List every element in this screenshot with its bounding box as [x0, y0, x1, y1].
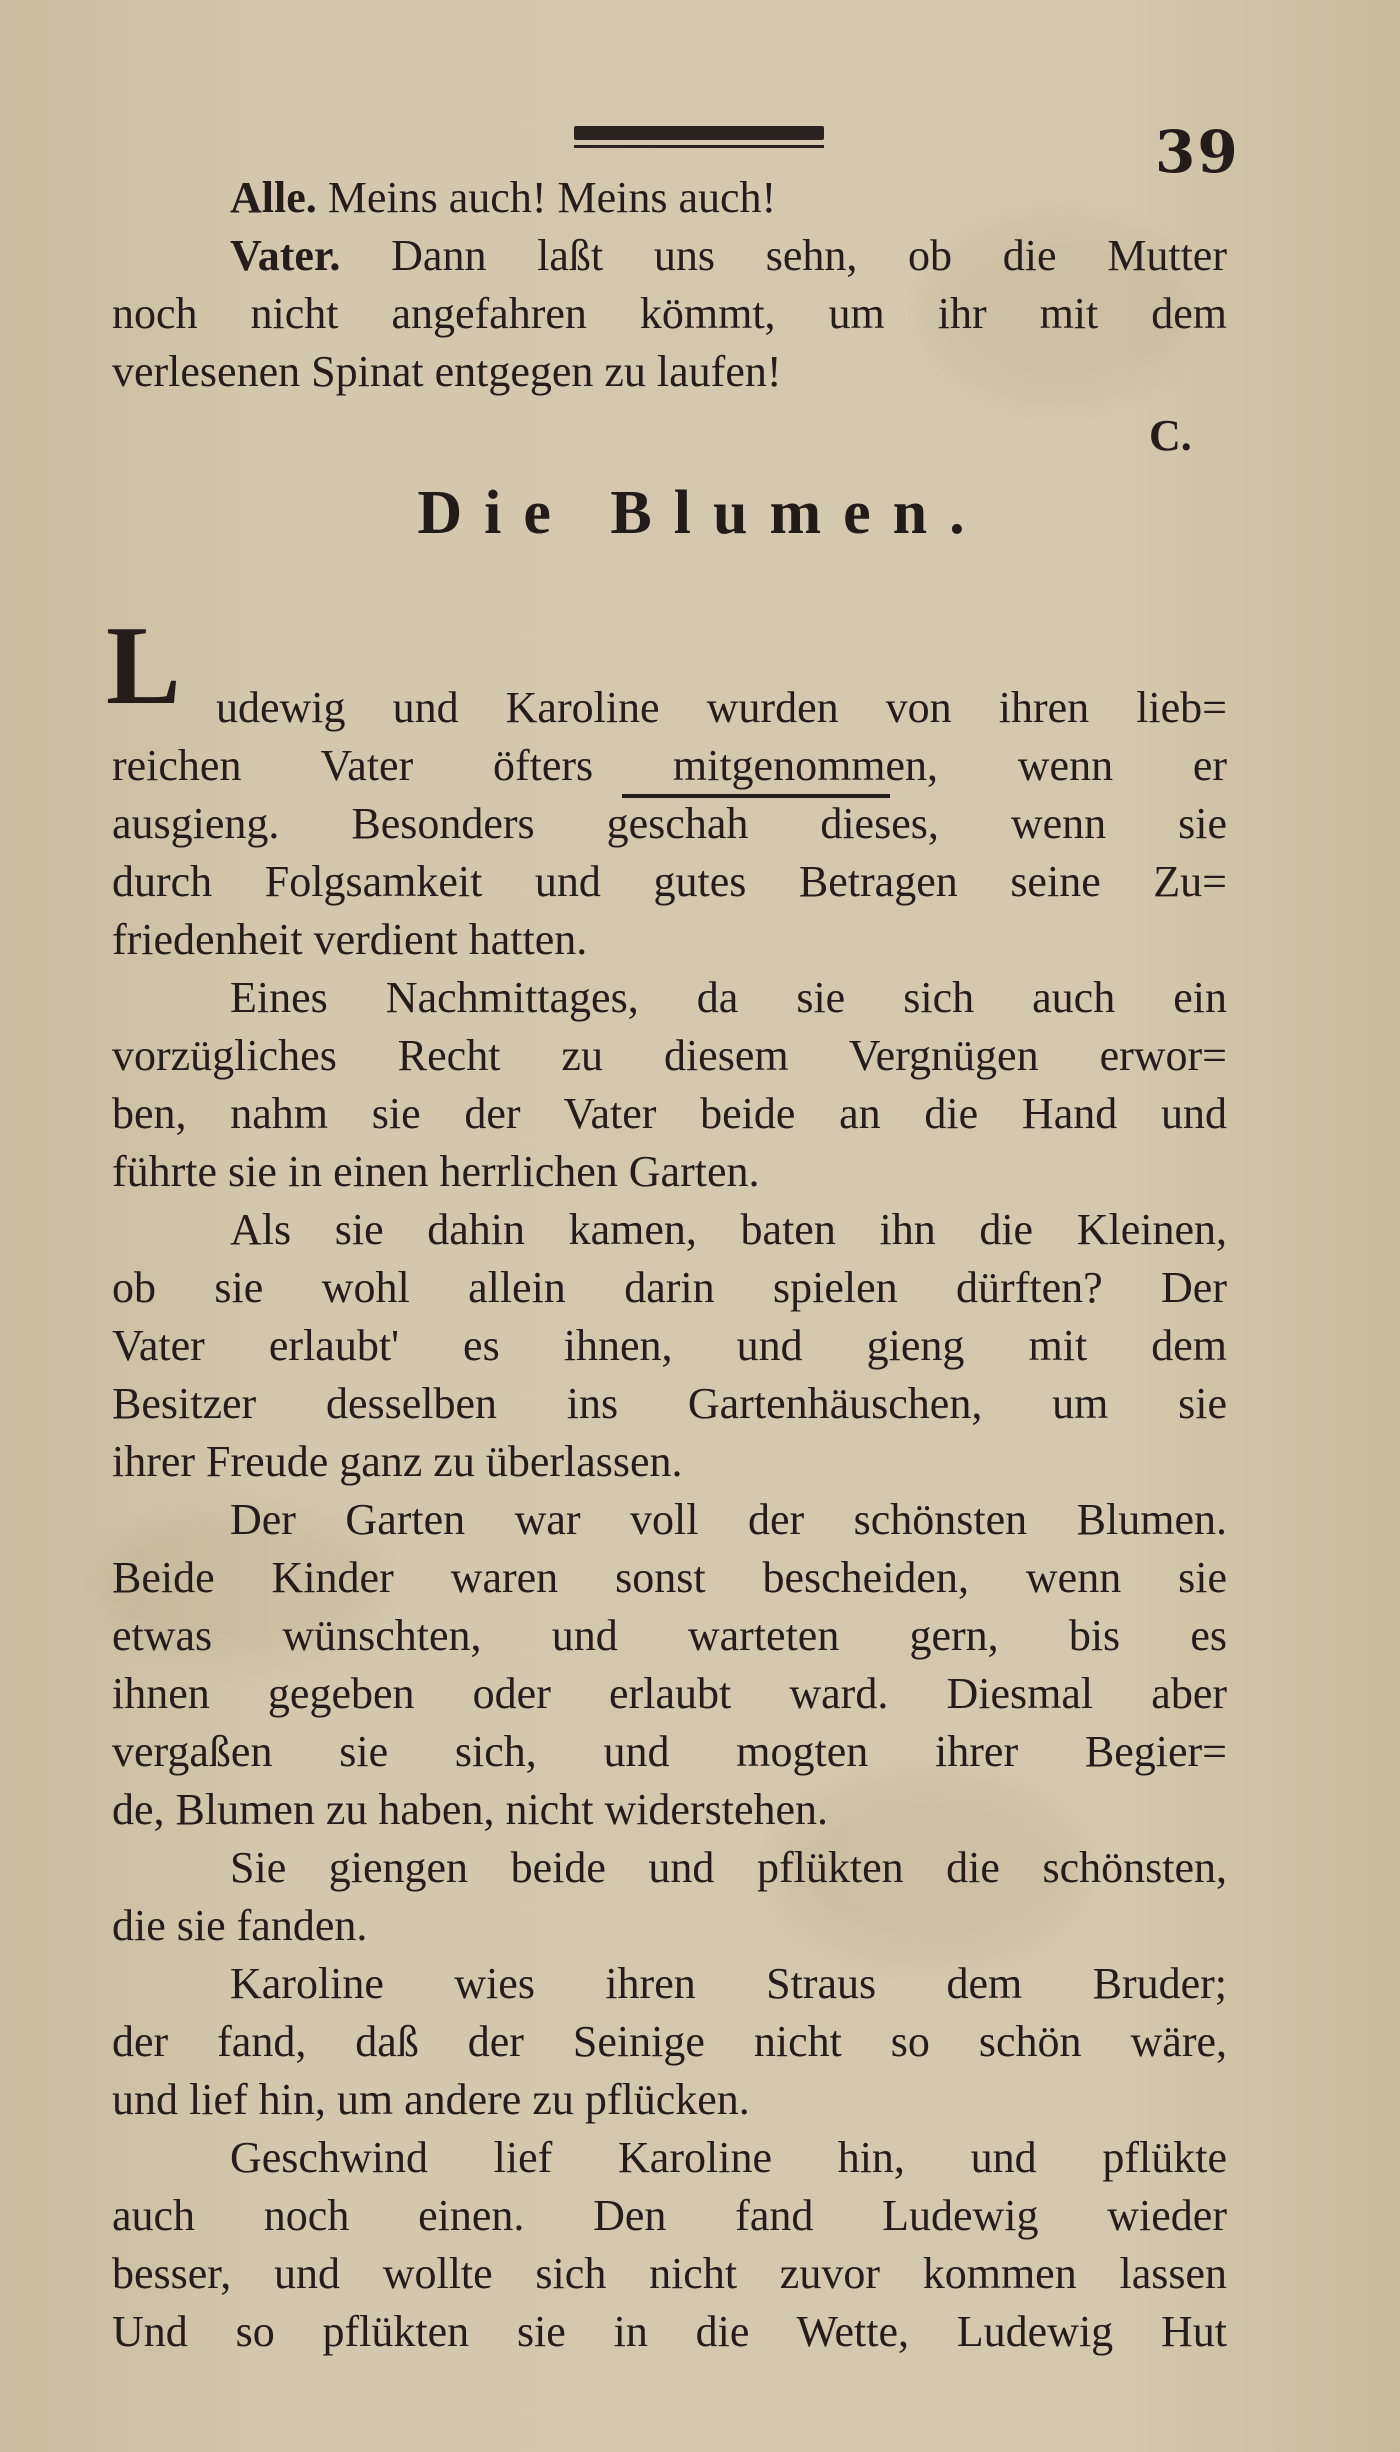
speaker-vater: Vater.: [230, 231, 341, 280]
text-line: Beide Kinder waren sonst bescheiden, wenn sie: [112, 1553, 1227, 1602]
text-line: friedenheit verdient hatten.: [112, 915, 588, 964]
text-line: und lief hin, um andere zu pflücken.: [112, 2075, 750, 2124]
speaker-alle: Alle.: [230, 173, 317, 222]
dialogue-line-2: [112, 230, 1227, 281]
text-line: vergaßen sie sich, und mogten ihrer Begier=: [112, 1727, 1227, 1776]
dialogue-continuation-line-2: verlesenen Spinat entgegen zu laufen!: [112, 347, 782, 396]
text-line: der fand, daß der Seinige nicht so schön wäre,: [112, 2017, 1227, 2066]
text-line: besser, und wollte sich nicht zuvor kommen lassen: [112, 2249, 1227, 2298]
drop-cap: L: [106, 604, 181, 728]
text-line: Eines Nachmittages, da sie sich auch ein: [230, 973, 1227, 1022]
text-line: durch Folgsamkeit und gutes Betragen seine Zu=: [112, 857, 1227, 906]
dialogue-line-1: [112, 172, 776, 223]
text-line: die sie fanden.: [112, 1901, 368, 1950]
signature-mark: C.: [1149, 411, 1192, 460]
text-line: reichen Vater öfters mitgenommen, wenn er: [112, 741, 1227, 790]
text-line: de, Blumen zu haben, nicht widerstehen.: [112, 1785, 829, 1834]
text-line: führte sie in einen herrlichen Garten.: [112, 1147, 760, 1196]
dialogue-text: Meins auch! Meins auch!: [327, 173, 777, 222]
text-line: Geschwind lief Karoline hin, und pflükte: [230, 2133, 1227, 2182]
text-line: Als sie dahin kamen, baten ihn die Kleinen,: [230, 1205, 1227, 1254]
text-line: ihnen gegeben oder erlaubt ward. Diesmal aber: [112, 1669, 1227, 1718]
text-line: udewig und Karoline wurden von ihren lieb=: [216, 683, 1227, 732]
text-line: Sie giengen beide und pflükten die schönsten,: [230, 1843, 1227, 1892]
dialogue-continuation-line-1: noch nicht angefahren kömmt, um ihr mit dem: [112, 289, 1227, 338]
text-line: Und so pflükten sie in die Wette, Ludewig Hut: [112, 2307, 1227, 2356]
page-number: 39: [1155, 118, 1240, 186]
text-line: vorzügliches Recht zu diesem Vergnügen erwor=: [112, 1031, 1227, 1080]
text-line: Karoline wies ihren Straus dem Bruder;: [230, 1959, 1227, 2008]
text-line: ihrer Freude ganz zu überlassen.: [112, 1437, 683, 1486]
text-line: etwas wünschten, und warteten gern, bis es: [112, 1611, 1227, 1660]
text-line: ob sie wohl allein darin spielen dürften? Der: [112, 1263, 1227, 1312]
text-line: ben, nahm sie der Vater beide an die Hand und: [112, 1089, 1227, 1138]
chapter-title: Die Blumen.: [417, 479, 987, 547]
dialogue-text: Dann laßt uns sehn, ob die Mutter: [391, 231, 1227, 280]
text-line: auch noch einen. Den fand Ludewig wieder: [112, 2191, 1227, 2240]
text-line: Besitzer desselben ins Gartenhäuschen, um sie: [112, 1379, 1227, 1428]
header-ornament-rule: [574, 126, 824, 140]
text-line: Vater erlaubt' es ihnen, und gieng mit dem: [112, 1321, 1227, 1370]
text-line: Der Garten war voll der schönsten Blumen.: [230, 1495, 1227, 1544]
text-line: ausgieng. Besonders geschah dieses, wenn sie: [112, 799, 1227, 848]
